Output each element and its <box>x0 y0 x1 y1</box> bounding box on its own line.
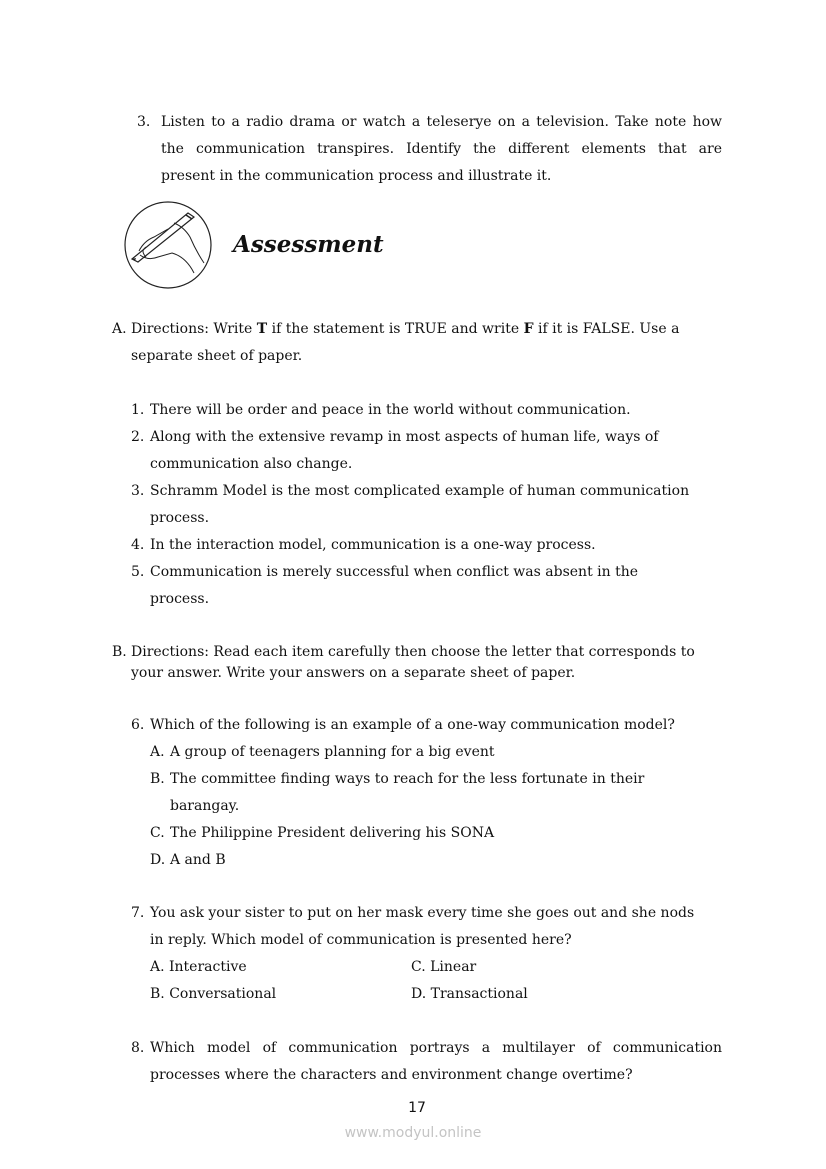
watermark: www.modyul.online <box>344 1125 482 1141</box>
activity-line: present in the communication process and illustrate it. <box>161 168 552 184</box>
option-text: barangay. <box>170 798 240 814</box>
option: C. Linear <box>411 959 477 975</box>
activity-line: Listen to a radio drama or watch a teleserye on a television. Take note how <box>161 114 722 130</box>
question-text: Which model of communication portrays a multilayer of communication <box>150 1040 722 1056</box>
question-number: 8. <box>131 1040 145 1056</box>
option-letter: B. <box>150 771 165 787</box>
question-text: Which of the following is an example of a one-way communication model? <box>150 717 675 733</box>
item-text: communication also change. <box>150 456 353 472</box>
option-text: A and B <box>170 852 226 868</box>
question-text: in reply. Which model of communication is presented here? <box>150 932 572 948</box>
part-a-directions-line2: separate sheet of paper. <box>131 348 303 364</box>
option-text: The committee finding ways to reach for the less fortunate in their <box>170 771 645 787</box>
option-letter: A. <box>150 744 165 760</box>
option-letter: C. <box>150 825 165 841</box>
item-text: Schramm Model is the most complicated example of human communication <box>150 483 690 499</box>
question-text: processes where the characters and environment change overtime? <box>150 1067 633 1083</box>
option-text: A group of teenagers planning for a big event <box>170 744 495 760</box>
option: A. Interactive <box>150 959 247 975</box>
item-number: 3. <box>131 483 145 499</box>
item-number: 5. <box>131 564 145 580</box>
option: D. Transactional <box>411 986 528 1002</box>
item-text: Communication is merely successful when conflict was absent in the <box>150 564 639 580</box>
question-text: You ask your sister to put on her mask every time she goes out and she nods <box>150 905 695 921</box>
part-a-directions: A. Directions: Write T if the statement is TRUE and write F if it is FALSE. Use a <box>112 321 680 337</box>
section-title: Assessment <box>233 231 384 258</box>
option-letter: D. <box>150 852 166 868</box>
item-number: 4. <box>131 537 145 553</box>
part-b-directions: Directions: Read each item carefully then choose the letter that corresponds to <box>131 644 695 660</box>
question-number: 7. <box>131 905 145 921</box>
item-text: Along with the extensive revamp in most aspects of human life, ways of <box>150 429 659 445</box>
item-number: 1. <box>131 402 145 418</box>
part-b-directions-line2: your answer. Write your answers on a separate sheet of paper. <box>131 665 576 681</box>
item-text: In the interaction model, communication is a one-way process. <box>150 537 596 553</box>
question-number: 6. <box>131 717 145 733</box>
option: B. Conversational <box>150 986 277 1002</box>
hand-writing-pencil-icon <box>124 201 212 289</box>
item-text: There will be order and peace in the world without communication. <box>150 402 631 418</box>
page-number: 17 <box>408 1100 426 1116</box>
item-number: 2. <box>131 429 145 445</box>
part-b-label: B. <box>112 644 127 660</box>
activity-line: the communication transpires. Identify the different elements that are <box>161 141 722 157</box>
item-text: process. <box>150 591 210 607</box>
item-text: process. <box>150 510 210 526</box>
option-text: The Philippine President delivering his SONA <box>170 825 495 841</box>
activity-number: 3. <box>137 114 151 130</box>
